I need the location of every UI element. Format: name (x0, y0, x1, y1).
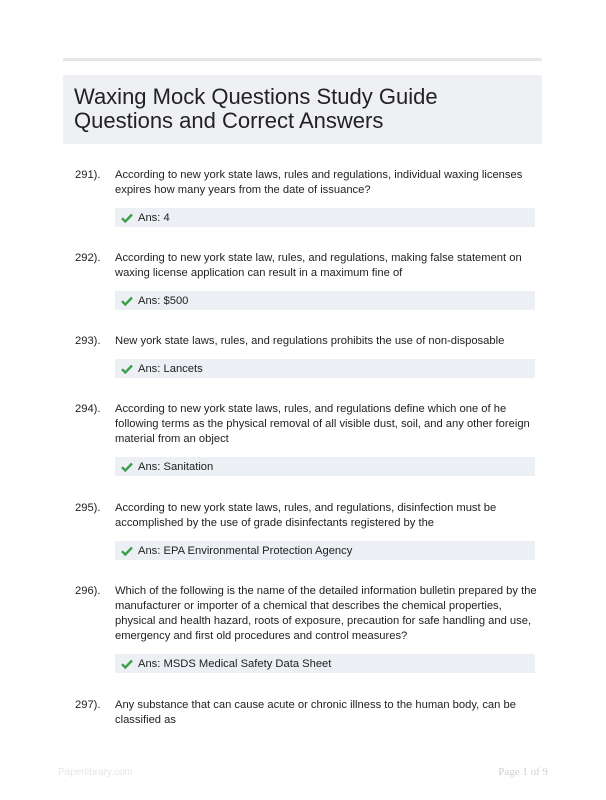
answer-box (115, 359, 535, 378)
answer-text: Ans: MSDS Medical Safety Data Sheet (138, 657, 332, 670)
answer-box (115, 291, 535, 310)
answer-text: Ans: 4 (138, 211, 170, 224)
footer-watermark: Paperlibrary.com (58, 767, 133, 778)
question-text: According to new york state laws, rules, and regulations, disinfection must be accomplished by the use of grade disinfectants registered by the (115, 502, 497, 529)
check-icon (121, 296, 133, 306)
question-text: New york state laws, rules, and regulations prohibits the use of non-disposable (115, 335, 505, 347)
question-item (63, 501, 542, 560)
question-text: Any substance that can cause acute or chronic illness to the human body, can be classified as (115, 699, 516, 726)
question-number: 296). (75, 585, 101, 597)
check-icon (121, 364, 133, 374)
question-text: According to new york state laws, rules and regulations, individual waxing licenses expires how many years from the date of issuance? (115, 169, 523, 196)
answer-box (115, 654, 535, 673)
question-number: 295). (75, 502, 101, 514)
question-item (63, 334, 542, 378)
question-number: 291). (75, 169, 101, 181)
document-title: Waxing Mock Questions Study Guide Questions and Correct Answers (74, 84, 438, 133)
question-number: 297). (75, 699, 101, 711)
question-item (63, 251, 542, 310)
question-item (63, 168, 542, 227)
check-icon (121, 659, 133, 669)
question-number: 292). (75, 252, 101, 264)
answer-text: Ans: $500 (138, 294, 189, 307)
question-number: 294). (75, 403, 101, 415)
check-icon (121, 462, 133, 472)
question-item (63, 698, 542, 728)
question-number: 293). (75, 335, 101, 347)
page-number: Page 1 of 9 (498, 766, 548, 778)
answer-box (115, 541, 535, 560)
question-text: According to new york state laws, rules, and regulations define which one of he following terms as the physical removal of all visible dust, soil, and any other foreign material from an object (115, 403, 530, 445)
check-icon (121, 213, 133, 223)
answer-box (115, 208, 535, 227)
question-item (63, 402, 542, 476)
answer-text: Ans: EPA Environmental Protection Agency (138, 544, 353, 557)
question-item (63, 584, 542, 673)
answer-text: Ans: Sanitation (138, 460, 214, 473)
title-box (63, 75, 542, 144)
question-text: Which of the following is the name of the detailed information bulletin prepared by the manufacturer or importer of a chemical that describes the chemical properties, physical and health hazard, roots of exposure, precaution for safe handling and use, emergency and first old procedures and control measures? (115, 585, 537, 642)
answer-box (115, 457, 535, 476)
answer-text: Ans: Lancets (138, 362, 203, 375)
check-icon (121, 546, 133, 556)
top-rule (63, 58, 542, 61)
question-text: According to new york state law, rules, and regulations, making false statement on waxing license application can result in a maximum fine of (115, 252, 522, 279)
